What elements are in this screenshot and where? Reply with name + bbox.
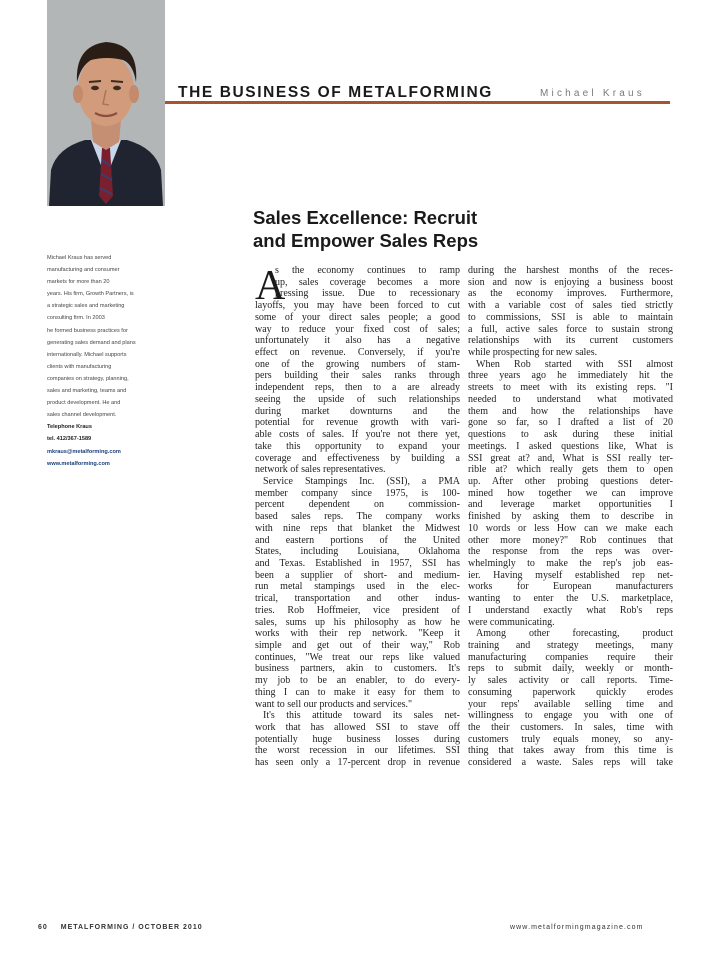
body-line: network of sales representatives.	[255, 464, 386, 476]
body-line: with nine reps that blanket the Midwest	[255, 522, 460, 534]
body-line: want to sell our products and services."	[255, 698, 413, 710]
body-line: customers truly equals money, so any-	[468, 733, 673, 745]
body-line: I understand exactly what Rob's reps	[468, 604, 673, 616]
body-line: member company since 1975, is 100-	[255, 487, 460, 499]
body-line: my job to be an enabler, to do every-	[255, 675, 460, 687]
body-line: works with their rep network. "Keep it	[255, 628, 460, 640]
body-line: able costs of sales. If you're not there yet,	[255, 429, 460, 441]
magazine-issue: METALFORMING / OCTOBER 2010	[60, 924, 203, 931]
bio-line: internationally. Michael supports	[47, 351, 127, 358]
body-line: seeing the upside of such relationships	[255, 393, 460, 405]
body-line: a full, active sales force to sustain strong	[468, 323, 673, 335]
body-line: tries. Rob Hoffmeier, vice president of	[255, 604, 460, 616]
body-line: needed to understand what motivated	[468, 393, 673, 405]
body-line: States, including Louisiana, Oklahoma	[255, 546, 460, 558]
column-author: Michael Kraus	[540, 88, 645, 99]
body-line: Service Stampings Inc. (SSI), a PMA	[263, 475, 460, 487]
body-line: three years ago he immediately hit the	[468, 370, 673, 382]
article-title-line-1: Sales Excellence: Recruit	[253, 207, 478, 228]
body-line: independent reps, then to a are already	[255, 382, 460, 394]
bio-line: clients with manufacturing	[47, 363, 112, 370]
bio-email-link[interactable]: mkraus@metalforming.com	[47, 448, 121, 455]
bio-line: years. His firm, Growth Partners, is	[47, 291, 134, 298]
body-line: pers building their sales ranks through	[255, 370, 460, 382]
body-line: wanting to enter the U.S. marketplace,	[468, 593, 673, 605]
body-line: reps to submit daily, weekly or month-	[468, 663, 673, 675]
bio-line: manufacturing and consumer	[47, 267, 120, 274]
section-title: THE BUSINESS OF METALFORMING	[178, 84, 493, 101]
body-line: It's this attitude toward its sales net-	[263, 710, 460, 722]
body-line: up, sales coverage becomes a more	[275, 276, 460, 288]
author-photo	[47, 0, 165, 206]
bio-website-link[interactable]: www.metalforming.com	[47, 460, 110, 467]
body-line: 10 words or less How can we make each	[468, 522, 673, 534]
body-line: with a variable cost of sales tied strictly	[468, 300, 673, 312]
body-line: percent dependent on commission-	[255, 499, 460, 511]
body-line: and leverage market opportunities I	[468, 499, 673, 511]
body-line: willingness to engage you with one of	[468, 710, 673, 722]
body-line: whelmingly to make the rep's job eas-	[468, 557, 673, 569]
bio-line: a strategic sales and marketing	[47, 303, 125, 310]
body-line: streets to meet with its existing reps. "I	[468, 382, 673, 394]
body-line: mined how together we can improve	[468, 487, 673, 499]
drop-cap: A	[255, 263, 286, 309]
body-line: consuming paperwork quickly erodes	[468, 686, 673, 698]
body-line: business partners, akin to customers. It's	[255, 663, 460, 675]
body-line: take this opportunity to expand your	[255, 440, 460, 452]
body-line: sales, sums up his philosophy as how he	[255, 616, 460, 628]
bio-line: companies on strategy, planning,	[47, 375, 129, 382]
bio-phone: tel. 412/367-1589	[47, 436, 92, 443]
body-line: the response from the reps was over-	[468, 546, 673, 558]
body-line: your reps' available selling time and	[468, 698, 673, 710]
body-line: were communicating.	[468, 616, 555, 628]
body-line: thing I can to make it easy for them to	[255, 686, 460, 698]
body-line: simple and get out of their way," Rob	[255, 640, 460, 651]
body-line: one of the growing numbers of stam-	[255, 358, 460, 370]
body-line: works for European manufacturers	[468, 581, 673, 593]
body-line: Among other forecasting, product	[476, 628, 673, 640]
body-line: based sales reps. The company works	[255, 511, 460, 523]
body-line: manufacturing companies require their	[468, 651, 673, 663]
bio-line: he formed business practices for	[47, 327, 128, 334]
page-footer-left	[38, 924, 203, 931]
page-number: 60	[38, 924, 48, 931]
body-line: as the economy improves. Furthermore,	[468, 288, 673, 300]
body-line: way to reduce your fixed cost of sales;	[255, 323, 460, 335]
body-line: while prospecting for new sales.	[468, 347, 598, 359]
body-line: trical, transportation and other indus-	[255, 593, 460, 605]
body-line: other more money?" Rob continues that	[468, 534, 673, 546]
body-line: continues, "We treat our reps like valued	[255, 651, 460, 663]
body-line: has seen only a 17-percent drop in revenue	[255, 757, 460, 769]
body-line: considered a waste. Sales reps will take	[468, 757, 673, 769]
body-line: layoffs, you may have been forced to cut	[255, 300, 460, 312]
bio-line: product development. He and	[47, 400, 121, 407]
body-line: and eastern portions of the United	[255, 534, 460, 546]
body-line: and Texas. Established in 1957, SSI has	[255, 557, 460, 569]
body-line: s the economy continues to ramp	[275, 265, 460, 276]
bio-name: Telephone Kraus	[47, 424, 92, 431]
body-line: When Rob started with SSI almost	[476, 358, 673, 370]
body-column-2	[468, 265, 673, 769]
body-line: been a supplier of short- and medium-	[255, 569, 460, 581]
body-line: thing that takes away from this time is	[468, 745, 673, 757]
article-title-line-2: and Empower Sales Reps	[253, 230, 479, 251]
bio-line: Michael Kraus has served	[47, 255, 112, 261]
body-line: them and how the relationships have	[468, 405, 673, 417]
bio-line: markets for more than 20	[47, 279, 110, 286]
body-line: the worst recession in our lifetimes. SSI	[255, 745, 460, 757]
body-line: the their customers. In sales, time with	[468, 722, 673, 734]
body-line: finished by asking them to describe in	[468, 511, 673, 523]
body-line: run metal stampings used in the elec-	[255, 581, 460, 593]
body-line: potential for revenue growth with vari-	[255, 417, 460, 429]
bio-line: sales and marketing, teams and	[47, 388, 127, 395]
body-line: SSI great at? and, What is SSI really ter-	[468, 452, 673, 464]
body-line: during the harshest months of the reces-	[468, 265, 673, 276]
body-line: gone so far, so I drafted a list of 20	[468, 417, 673, 429]
footer-website[interactable]: www.metalformingmagazine.com	[510, 924, 644, 931]
body-line: coverage and effectiveness by building a	[255, 452, 460, 464]
bio-line: sales channel development.	[47, 412, 117, 419]
body-line: questions to ask during these initial	[468, 429, 673, 441]
body-line: ier. Having myself established rep net-	[468, 569, 673, 581]
body-line: to commissions, SSI is able to maintain	[468, 311, 673, 323]
article-title	[253, 206, 673, 252]
body-line: up. After other probing questions deter-	[468, 475, 673, 487]
body-line: effect on revenue. Conversely, if you're	[255, 347, 460, 359]
body-line: relationships with its current customers	[468, 335, 673, 347]
body-line: work that has allowed SSI to stave off	[255, 722, 460, 734]
header-rule	[165, 101, 670, 104]
body-line: meetings. I asked questions like, What is	[468, 440, 673, 452]
body-line: some of your direct sales people; a good	[255, 311, 460, 323]
body-column-1	[255, 265, 460, 769]
author-bio	[47, 252, 177, 470]
body-line: unfortunately it also has a negative	[255, 335, 460, 347]
body-line: sion and now is enjoying a business boost	[468, 276, 673, 288]
body-line: rible at? which really gets them to open	[468, 464, 673, 476]
bio-line: generating sales demand and plans	[47, 339, 136, 346]
body-line: during market downturns and the	[255, 405, 460, 417]
bio-line: consulting firm. In 2003	[47, 315, 105, 322]
body-line: potentially huge business losses during	[255, 733, 460, 745]
body-line: training and strategy meetings, many	[468, 640, 673, 651]
body-line: pressing issue. Due to recessionary	[275, 288, 460, 300]
body-line: ly sales activity or call reports. Time-	[468, 675, 673, 687]
